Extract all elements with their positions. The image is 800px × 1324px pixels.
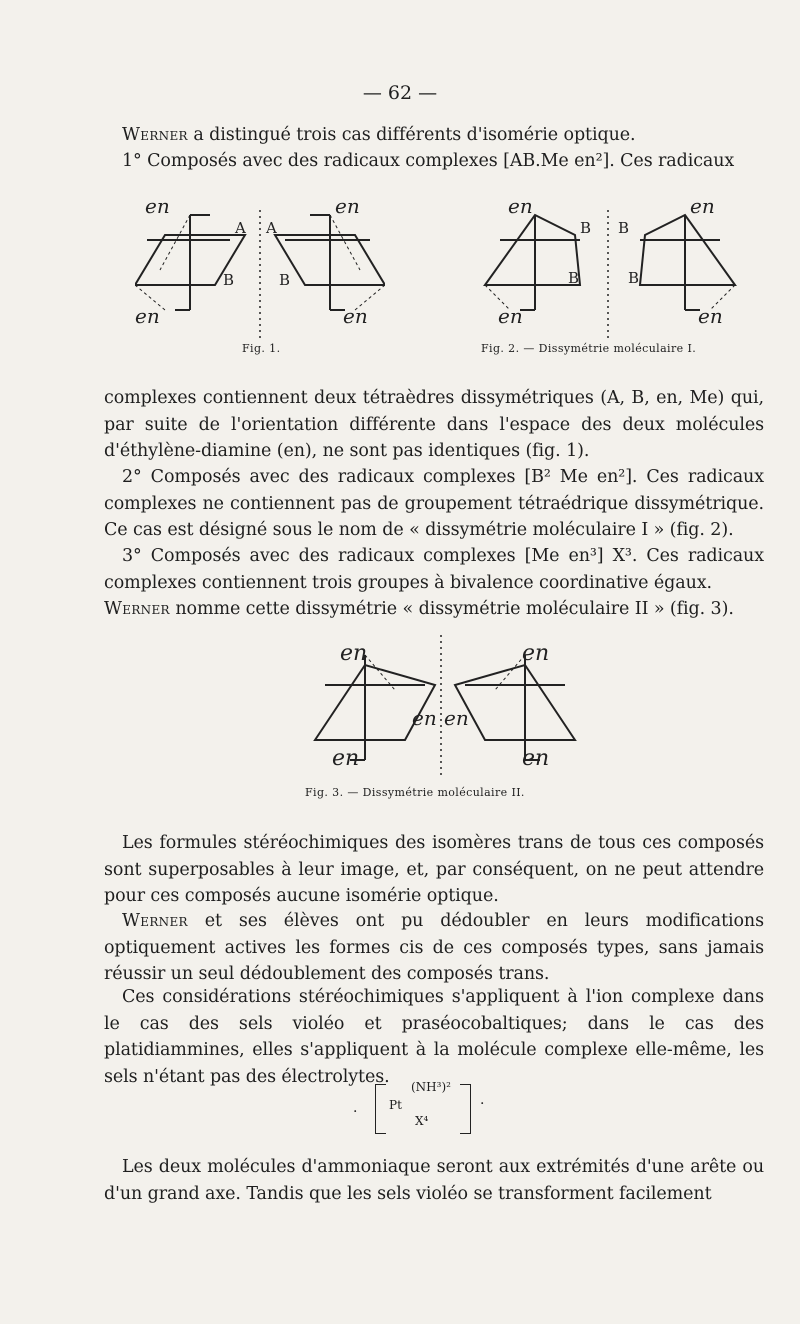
fig2-left-en-bottom: en	[498, 304, 523, 328]
paragraph-considerations: Ces considérations stéréochimiques s'appliquent à l'ion complexe dans le cas des sels violéo et praséocobaltiques; dans le cas des platidiammines, elles s'appliquent à la molécule complexe elle-même, les sels n'étant pas des électrolytes.	[104, 987, 764, 1087]
fig2-left-b2: B	[568, 269, 580, 287]
formula-right-dot: ·	[480, 1096, 485, 1112]
figure-2-drawing	[480, 195, 740, 345]
fig1-left-b: B	[223, 271, 235, 289]
paragraph-case-2: 2° Composés avec des radicaux complexes [B² Me en²]. Ces radicaux complexes ne contiennent pas de groupement tétraédrique dissymétrique. Ce cas est désigné sous le nom de « dissymétrie moléculaire I » (fig. 2).	[104, 467, 764, 540]
formula-platinum-complex	[365, 1076, 485, 1146]
paragraph-werner-names-text: nomme cette dissymétrie « dissymétrie moléculaire II » (fig. 3).	[169, 599, 734, 619]
fig2-left-en-top: en	[508, 195, 533, 218]
fig1-right-a: A	[266, 219, 277, 237]
fig3-left-en-top: en	[340, 641, 368, 666]
figure-1-caption: Fig. 1.	[242, 342, 281, 355]
figure-3-drawing	[300, 630, 590, 780]
page-number: — 62 —	[362, 82, 438, 104]
fig2-left-b1: B	[580, 219, 592, 237]
paragraph-case-3: 3° Composés avec des radicaux complexes [Me en³] X³. Ces radicaux complexes contiennent trois groupes à bivalence coordinative égaux.	[104, 546, 764, 593]
paragraph-intro	[104, 122, 764, 149]
paragraph-werner-resolution	[104, 908, 764, 988]
fig3-right-en-top: en	[522, 641, 550, 666]
author-name: Werner	[104, 599, 170, 619]
fig1-left-en-top: en	[145, 195, 170, 218]
fig1-left-en-bottom: en	[135, 304, 160, 328]
fig3-right-en-mid: en	[444, 706, 469, 730]
figure-2-caption: Fig. 2. — Dissymétrie moléculaire I.	[481, 342, 697, 355]
paragraph-ammonia: Les deux molécules d'ammoniaque seront aux extrémités d'une arête ou d'un grand axe. Tandis que les sels violéo se transforment facilement	[104, 1157, 764, 1204]
fig1-left-a: A	[235, 219, 246, 237]
formula-left-dot: ·	[353, 1104, 358, 1120]
formula-left-bracket	[375, 1084, 386, 1134]
fig3-right-en-bottom: en	[522, 746, 550, 771]
figure-1	[135, 195, 385, 345]
fig2-right-b1: B	[618, 219, 630, 237]
paragraph-werner-names	[104, 596, 764, 623]
figure-3	[300, 630, 590, 780]
paragraph-werner-resolution-text: et ses élèves ont pu dédoubler en leurs modifications optiquement actives les formes cis de ces composés types, sans jamais réussir un seul dédoublement des composés trans.	[104, 911, 764, 984]
fig2-right-en-bottom: en	[698, 304, 723, 328]
paragraph-trans-isomers: Les formules stéréochimiques des isomères trans de tous ces composés sont superposables à leur image, et, par conséquent, on ne peut attendre pour ces composés aucune isomérie optique.	[104, 833, 764, 906]
fig1-right-en-bottom: en	[343, 304, 368, 328]
author-name: Werner	[122, 125, 188, 145]
figure-1-drawing	[135, 195, 385, 345]
figure-3-caption: Fig. 3. — Dissymétrie moléculaire II.	[305, 786, 525, 799]
fig3-left-en-bottom: en	[332, 746, 360, 771]
formula-platinum: Pt	[389, 1098, 402, 1112]
paragraph-case-1-start: 1° Composés avec des radicaux complexes [AB.Me en²]. Ces radicaux	[122, 151, 735, 171]
fig1-right-en-top: en	[335, 195, 360, 218]
formula-x: X⁴	[415, 1114, 429, 1128]
paragraph-intro-text: a distingué trois cas différents d'isomérie optique.	[187, 125, 636, 145]
paragraph-case-1-end: complexes contiennent deux tétraèdres dissymétriques (A, B, en, Me) qui, par suite de l'orientation différente dans l'espace des deux molécules d'éthylène-diamine (en), ne sont pas identiques (fig. 1).	[104, 388, 764, 461]
fig2-right-en-top: en	[690, 195, 715, 218]
formula-right-bracket	[460, 1084, 471, 1134]
fig2-right-b2: B	[628, 269, 640, 287]
figure-2	[480, 195, 740, 345]
fig1-right-b: B	[279, 271, 291, 289]
fig3-left-en-mid: en	[412, 706, 437, 730]
author-name: Werner	[122, 911, 188, 931]
formula-ammonia: (NH³)²	[411, 1080, 451, 1094]
